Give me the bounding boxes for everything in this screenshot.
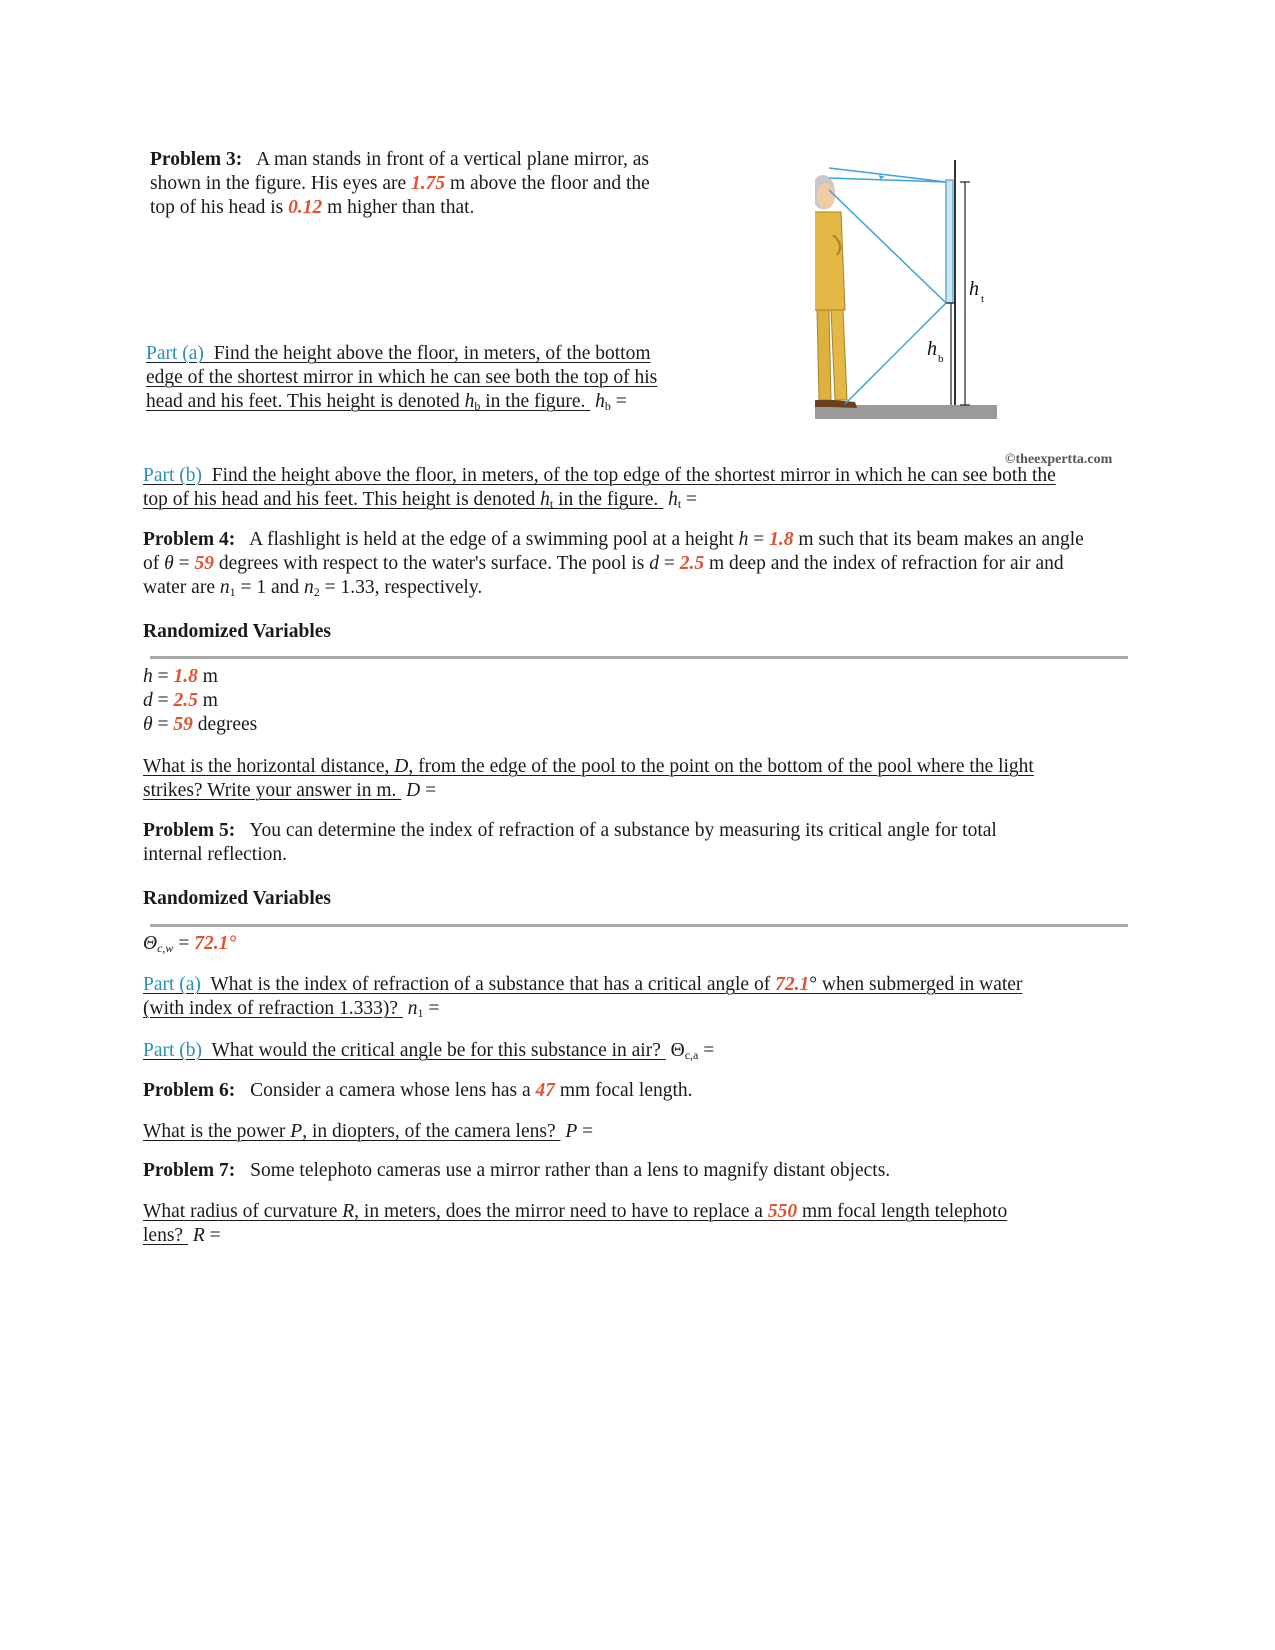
svg-text:b: b xyxy=(938,353,944,365)
answer-field-P[interactable]: = xyxy=(582,1121,594,1142)
rv-list-4: h = 1.8 m d = 2.5 m θ = 59 degrees xyxy=(143,666,258,735)
answer-field-ht[interactable]: = xyxy=(686,489,698,510)
problem-4-label: Problem 4: xyxy=(143,529,236,550)
mirror xyxy=(946,180,953,303)
problem-6-question: What is the power P, in diopters, of the camera lens? P = xyxy=(143,1121,594,1142)
eye-height-value: 1.75 xyxy=(411,173,446,194)
problem-5-label: Problem 5: xyxy=(143,820,236,841)
problem-5-part-a: Part (a) What is the index of refraction of a substance that has a critical angle of 72.1° when submerged in water (with index of refraction 1.333)? $n_1$ = xyxy=(143,974,1023,1020)
problem-7-question: What radius of curvature R, in meters, does the mirror need to have to replace a 550 mm focal length telephoto lens? R = xyxy=(143,1201,1008,1246)
problem-3-part-b: Part (b) Find the height above the floor, in meters, of the top edge of the shortest mirror in which he can see both the top of his head and his feet. This height is denoted $h_t$ in the figure. $h_t$ = xyxy=(143,465,1056,511)
light-rays xyxy=(829,168,946,404)
problem-6-label: Problem 6: xyxy=(143,1080,236,1101)
svg-text:t: t xyxy=(981,293,985,305)
problem-5-statement: Problem 5: You can determine the index of refraction of a substance by measuring its critical angle for total internal reflection. xyxy=(143,820,997,865)
answer-field-R[interactable]: = xyxy=(209,1225,221,1246)
problem-7-statement: Problem 7: Some telephoto cameras use a mirror rather than a lens to magnify distant objects. xyxy=(143,1160,891,1181)
problem-6-statement: Problem 6: Consider a camera whose lens has a 47 mm focal length. xyxy=(143,1080,693,1101)
head-above-value: 0.12 xyxy=(288,197,323,218)
problem-5-part-b: Part (b) What would the critical angle be for this substance in air? $\Theta_{c,a}$ = xyxy=(143,1040,715,1062)
part-b-label: Part (b) xyxy=(143,465,203,486)
answer-field-hb[interactable]: = xyxy=(615,391,627,412)
answer-field-D[interactable]: = xyxy=(425,780,437,801)
rv-list-5: $\Theta_{c,w} = 72.1^\circ$ xyxy=(143,933,237,955)
problem-4-question: What is the horizontal distance, D, from the edge of the pool to the point on the bottom of the pool where the light strikes? Write your answer in m. D = xyxy=(143,756,1034,801)
problem-4-statement: Problem 4: A flashlight is held at the edge of a swimming pool at a height h = 1.8 m such that its beam makes an angle of θ = 59 degrees with respect to the water's surface. The pool is d = 2.5 m deep and the index of refraction for air and water are $n_1 = 1$ and $n_2 = 1.33$, respectively. xyxy=(143,529,1084,599)
divider-5 xyxy=(150,924,1128,927)
figure-credit: ©theexpertta.com xyxy=(1005,452,1113,467)
rv-heading-4: Randomized Variables xyxy=(143,621,331,642)
problem-3-statement: Problem 3: A man stands in front of a vertical plane mirror, as shown in the figure. His eyes are 1.75 m above the floor and the top of his head is 0.12 m higher than that. xyxy=(150,149,650,218)
problem-3-label: Problem 3: xyxy=(150,149,243,170)
problem-3-part-a: Part (a) Find the height above the floor, in meters, of the bottom edge of the shortest mirror in which he can see both the top of his head and his feet. This height is denoted $h_b$ in the figure. $h_b$ = xyxy=(146,343,658,413)
answer-field-theta-ca[interactable]: = xyxy=(703,1040,715,1061)
answer-field-n1[interactable]: = xyxy=(428,998,440,1019)
divider-4 xyxy=(150,656,1128,659)
part-a-label: Part (a) xyxy=(146,343,204,364)
problem-7-label: Problem 7: xyxy=(143,1160,236,1181)
mirror-figure xyxy=(815,160,1025,430)
rv-heading-5: Randomized Variables xyxy=(143,888,331,909)
label-ht: h xyxy=(969,278,979,300)
label-hb: h xyxy=(927,338,937,360)
